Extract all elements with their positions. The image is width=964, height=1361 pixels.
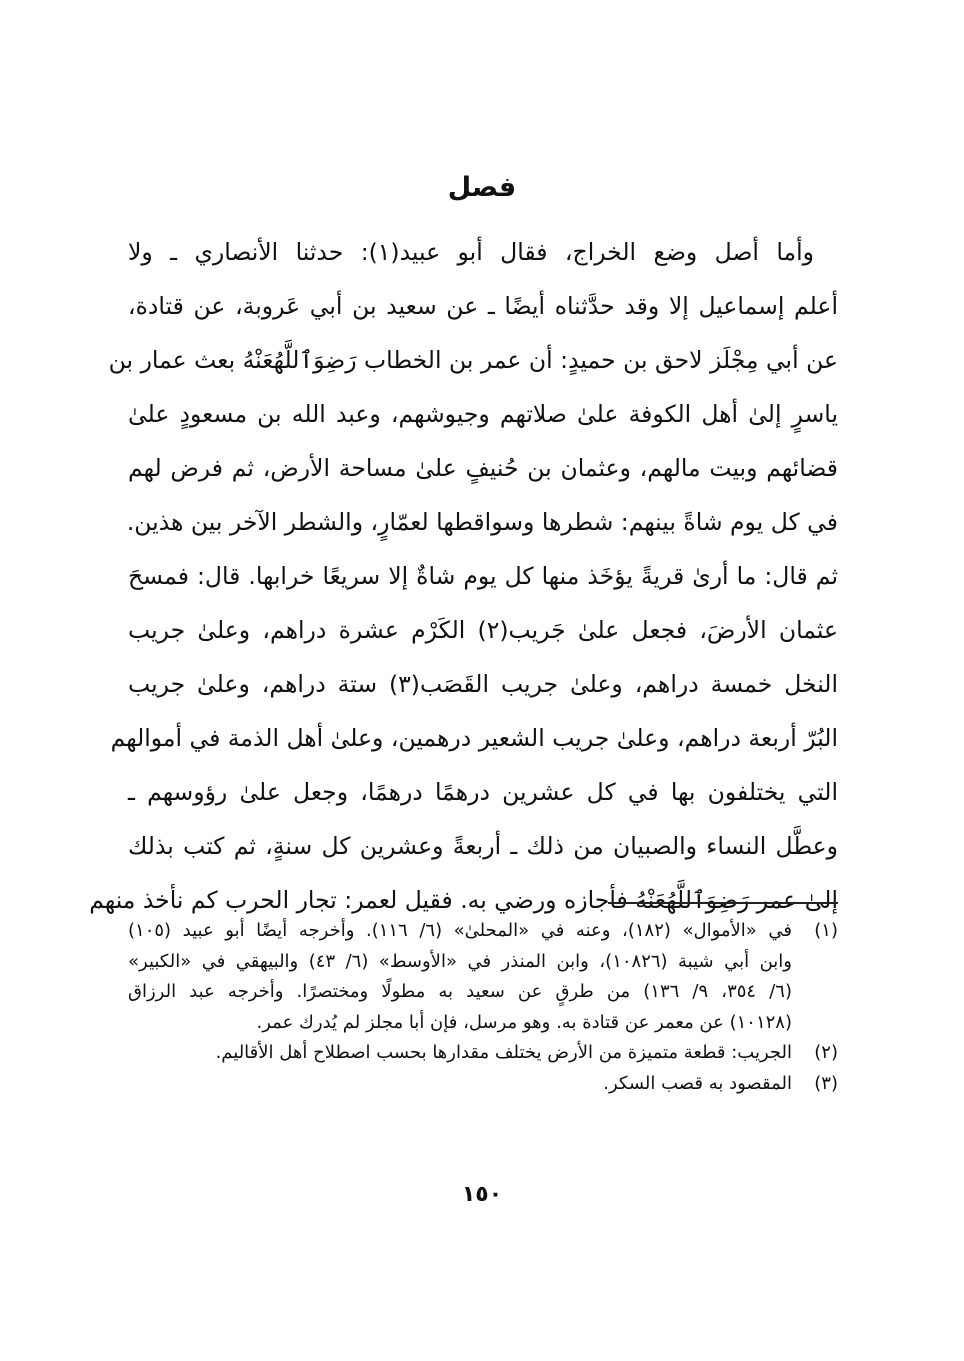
footnote-number: (٢) — [814, 1042, 838, 1063]
text-line: ثم قال: ما أرىٰ قريةً يؤخَذ منها كل يوم شاةٌ إلا سريعًا خرابها. قال: فمسحَ — [128, 562, 838, 590]
footnote-line: في «الأموال» (١٨٢)، وعنه في «المحلىٰ» (٦/ ١١٦). وأخرجه أيضًا أبو عبيد (١٠٥) — [128, 920, 792, 941]
footnote-line: (٦/ ٣٥٤، ٩/ ١٣٦) من طرقٍ عن سعيد به مطولًا ومختصرًا. وأخرجه عبد الرزاق — [128, 981, 792, 1002]
text-line: النخل خمسة دراهم، وعلىٰ جريب القَصَب(٣) ستة دراهم، وعلىٰ جريب — [128, 670, 838, 698]
footnote-line: وابن أبي شيبة (١٠٨٢٦)، وابن المنذر في «الأوسط» (٦/ ٤٣) والبيهقي في «الكبير» — [128, 950, 792, 972]
footnote-1 — [128, 916, 838, 1038]
footnote-separator — [608, 902, 838, 904]
text-line: التي يختلفون بها في كل عشرين درهمًا درهمًا، وجعل علىٰ رؤوسهم ـ — [128, 778, 838, 806]
main-text — [89, 225, 838, 927]
footnote-line: (١٠١٢٨) عن معمر عن قتادة به. وهو مرسل، فإن أبا مجلز لم يُدرك عمر. — [256, 1011, 792, 1033]
text-line: إلىٰ عمر رَضِوَٱللَّهُعَنْهُ فأجازه ورضي به. فقيل لعمر: تجار الحرب كم نأخذ منهم — [89, 886, 838, 914]
footnote-2 — [128, 1038, 838, 1069]
text-line: عثمان الأرضَ، فجعل علىٰ جَريب(٢) الكَرْم عشرة دراهم، وعلىٰ جريب — [128, 616, 838, 644]
text-line: أعلم إسماعيل إلا وقد حدَّثناه أيضًا ـ عن سعيد بن أبي عَروبة، عن قتادة، — [128, 292, 838, 320]
text-line: عن أبي مِجْلَز لاحق بن حميدٍ: أن عمر بن الخطاب رَضِوَٱللَّهُعَنْهُ بعث عمار بن — [108, 346, 838, 374]
footnote-number: (٣) — [814, 1072, 838, 1094]
text-line: ياسرٍ إلىٰ أهل الكوفة علىٰ صلاتهم وجيوشهم، وعبد الله بن مسعودٍ علىٰ — [128, 400, 838, 428]
text-line: قضائهم وبيت مالهم، وعثمان بن حُنيفٍ علىٰ مساحة الأرض، ثم فرض لهم — [128, 454, 838, 482]
text-line: وأما أصل وضع الخراج، فقال أبو عبيد(١): حدثنا الأنصاري ـ ولا — [128, 238, 815, 266]
text-line: البُرّ أربعة دراهم، وعلىٰ جريب الشعير درهمين، وعلىٰ أهل الذمة في أموالهم — [110, 724, 838, 752]
footnote-line: المقصود به قصب السكر. — [603, 1072, 792, 1094]
text-line: وعطَّل النساء والصبيان من ذلك ـ أربعةً وعشرين كل سنةٍ، ثم كتب بذلك — [128, 832, 838, 860]
page-number: ١٥٠ — [461, 1182, 503, 1207]
text-line: في كل يوم شاةً بينهم: شطرها وسواقطها لعمّارٍ، والشطر الآخر بين هذين. — [126, 508, 838, 536]
footnotes — [128, 916, 838, 1099]
section-heading: فصل — [447, 172, 517, 203]
footnote-line: الجريب: قطعة متميزة من الأرض يختلف مقدارها بحسب اصطلاح أهل الأقاليم. — [215, 1042, 792, 1063]
footnote-3 — [128, 1069, 838, 1100]
footnote-number: (١) — [814, 920, 838, 941]
